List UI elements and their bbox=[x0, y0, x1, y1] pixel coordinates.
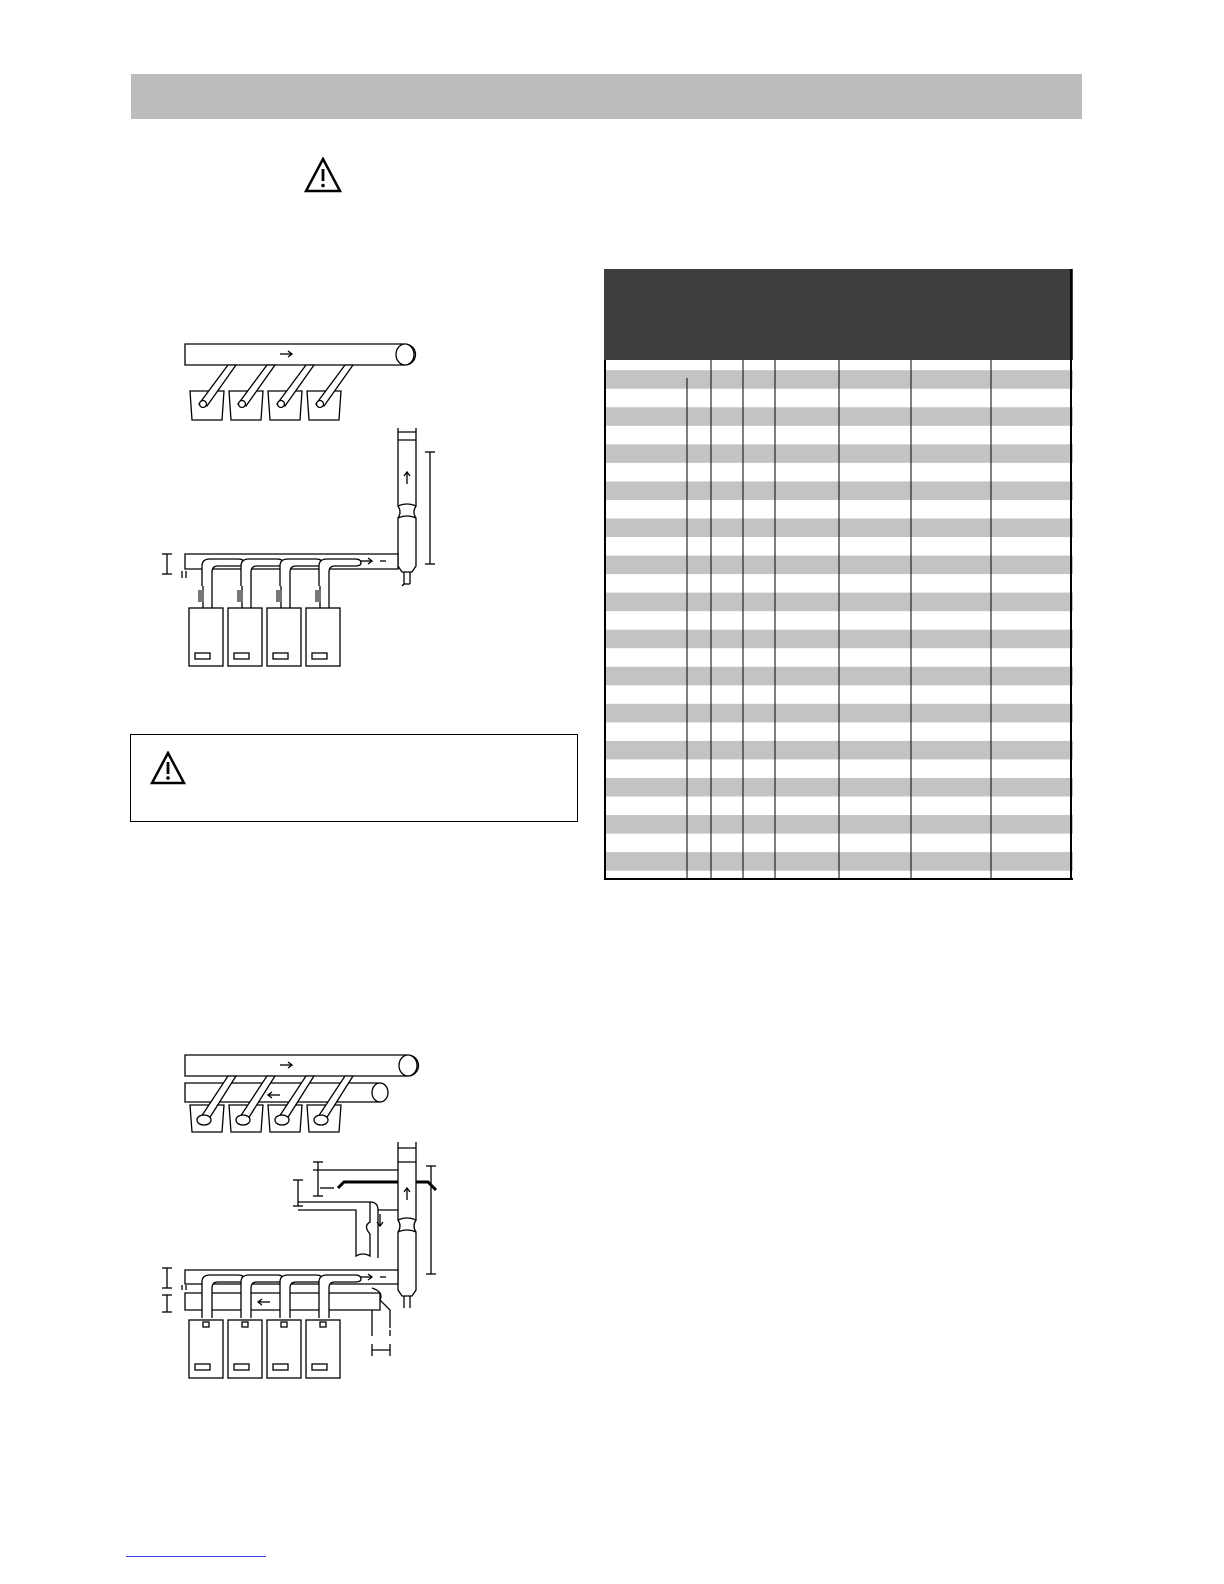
warning-triangle-icon bbox=[304, 157, 342, 193]
header-plan-view-diagram bbox=[180, 338, 420, 426]
section-header-bar bbox=[131, 74, 1082, 119]
warning-triangle-icon bbox=[150, 751, 186, 785]
dual-header-plan-view-diagram bbox=[180, 1050, 425, 1138]
caution-box bbox=[130, 734, 578, 822]
table-grid bbox=[604, 269, 1073, 881]
header-elevation-diagram bbox=[158, 426, 448, 674]
specification-table bbox=[604, 269, 1073, 881]
dual-header-elevation-diagram bbox=[158, 1140, 448, 1382]
footer-link-rule bbox=[126, 1556, 266, 1557]
